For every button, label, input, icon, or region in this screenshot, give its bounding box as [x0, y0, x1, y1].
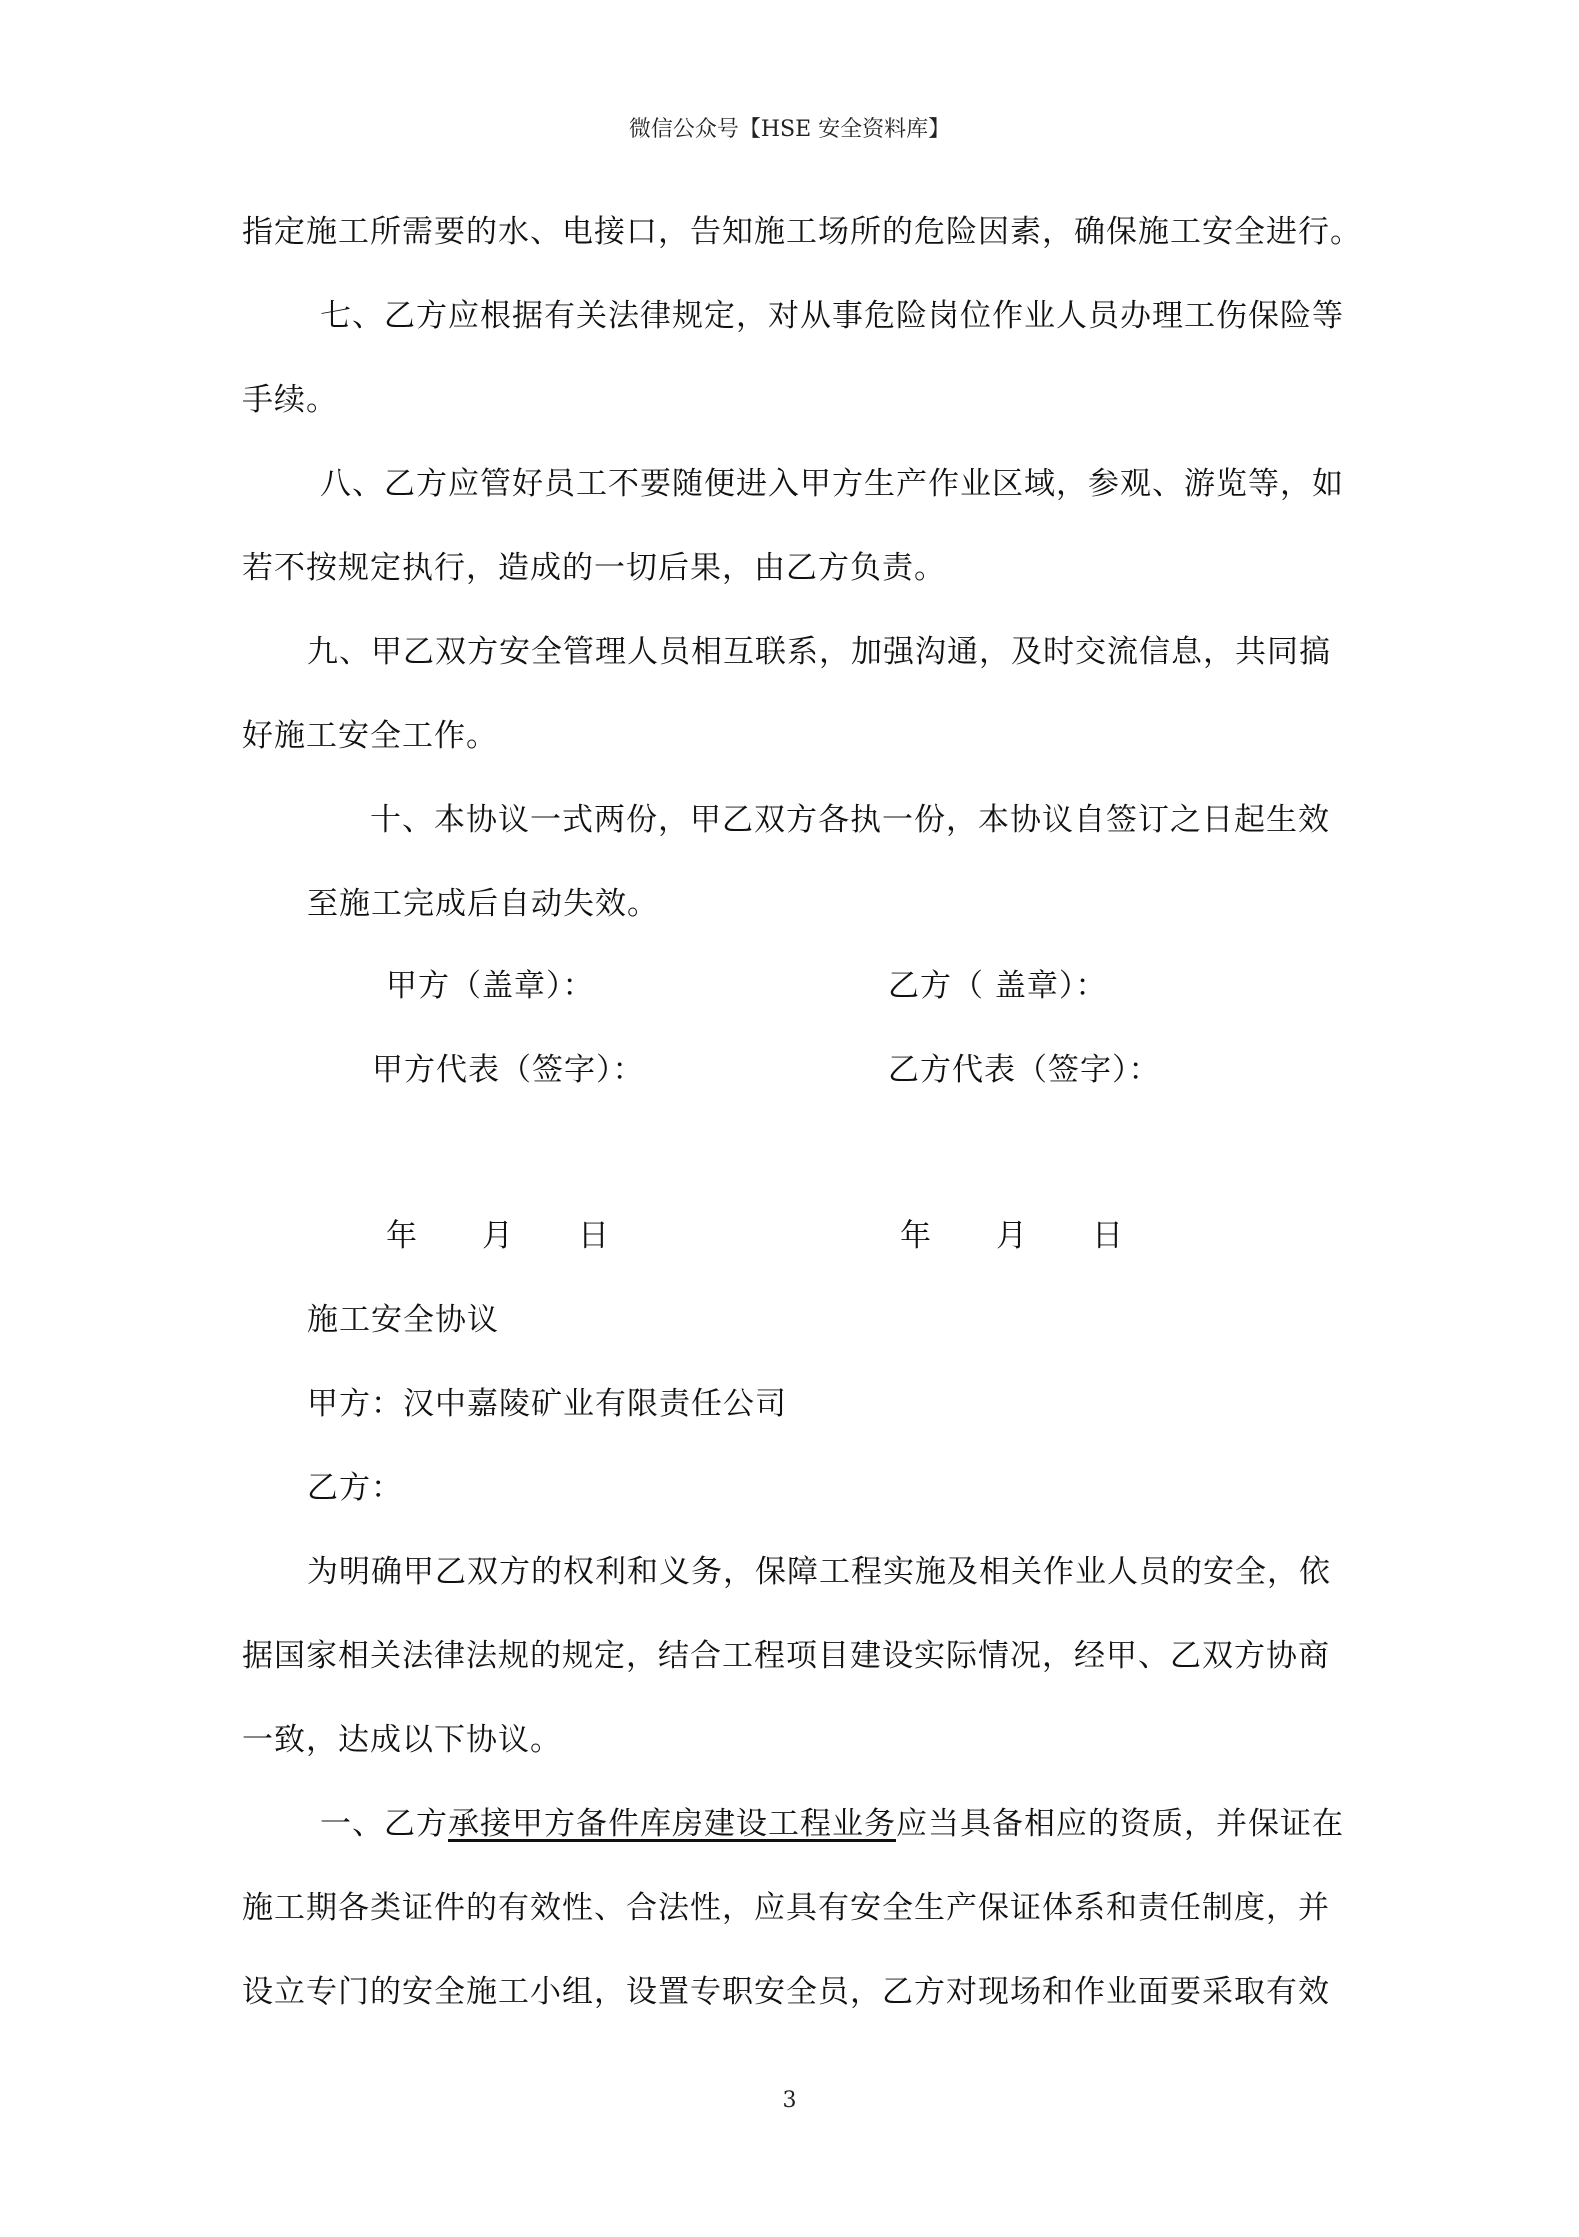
text-line: 七、乙方应根据有关法律规定，对从事危险岗位作业人员办理工伤保险等 [320, 298, 1344, 334]
text-line: 九、甲乙双方安全管理人员相互联系，加强沟通，及时交流信息，共同搞 [307, 634, 1331, 670]
date-party-a: 年 月 日 [386, 1218, 610, 1254]
signature-rep-party-a: 甲方代表（签字）： [372, 1052, 645, 1088]
party-a-line: 甲方：汉中嘉陵矿业有限责任公司 [307, 1386, 787, 1422]
text-line: 施工期各类证件的有效性、合法性，应具有安全生产保证体系和责任制度，并 [242, 1890, 1330, 1926]
underlined-scope: 承接甲方备件库房建设工程业务 [448, 1806, 896, 1842]
text-line: 若不按规定执行，造成的一切后果，由乙方负责。 [242, 550, 946, 586]
text-line: 据国家相关法律法规的规定，结合工程项目建设实际情况，经甲、乙双方协商 [242, 1638, 1330, 1674]
text-line: 八、乙方应管好员工不要随便进入甲方生产作业区域，参观、游览等，如 [320, 466, 1344, 502]
signature-seal-party-a: 甲方（盖章）： [386, 968, 595, 1004]
party-b-line: 乙方： [307, 1470, 403, 1506]
text-line: 好施工安全工作。 [242, 718, 498, 754]
text-line: 为明确甲乙双方的权利和义务，保障工程实施及相关作业人员的安全，依 [307, 1554, 1331, 1590]
page-number: 3 [782, 2088, 797, 2113]
clause-one-prefix: 一、乙方 [320, 1806, 448, 1842]
text-line: 指定施工所需要的水、电接口，告知施工场所的危险因素，确保施工安全进行。 [242, 214, 1362, 250]
text-line: 一致，达成以下协议。 [242, 1722, 562, 1758]
text-line: 十、本协议一式两份，甲乙双方各执一份，本协议自签订之日起生效 [370, 802, 1330, 838]
clause-one-suffix: 应当具备相应的资质，并保证在 [896, 1806, 1344, 1842]
page-header: 微信公众号【HSE 安全资料库】 [628, 117, 951, 142]
text-line: 手续。 [242, 382, 338, 418]
signature-rep-party-b: 乙方代表（签字）： [888, 1052, 1161, 1088]
signature-seal-party-b: 乙方（ 盖章）： [888, 968, 1108, 1004]
date-party-b: 年 月 日 [900, 1218, 1124, 1254]
agreement-title: 施工安全协议 [307, 1302, 499, 1338]
text-line: 至施工完成后自动失效。 [307, 886, 659, 922]
clause-one-line [320, 1806, 1344, 1843]
text-line: 设立专门的安全施工小组，设置专职安全员，乙方对现场和作业面要采取有效 [242, 1974, 1330, 2010]
